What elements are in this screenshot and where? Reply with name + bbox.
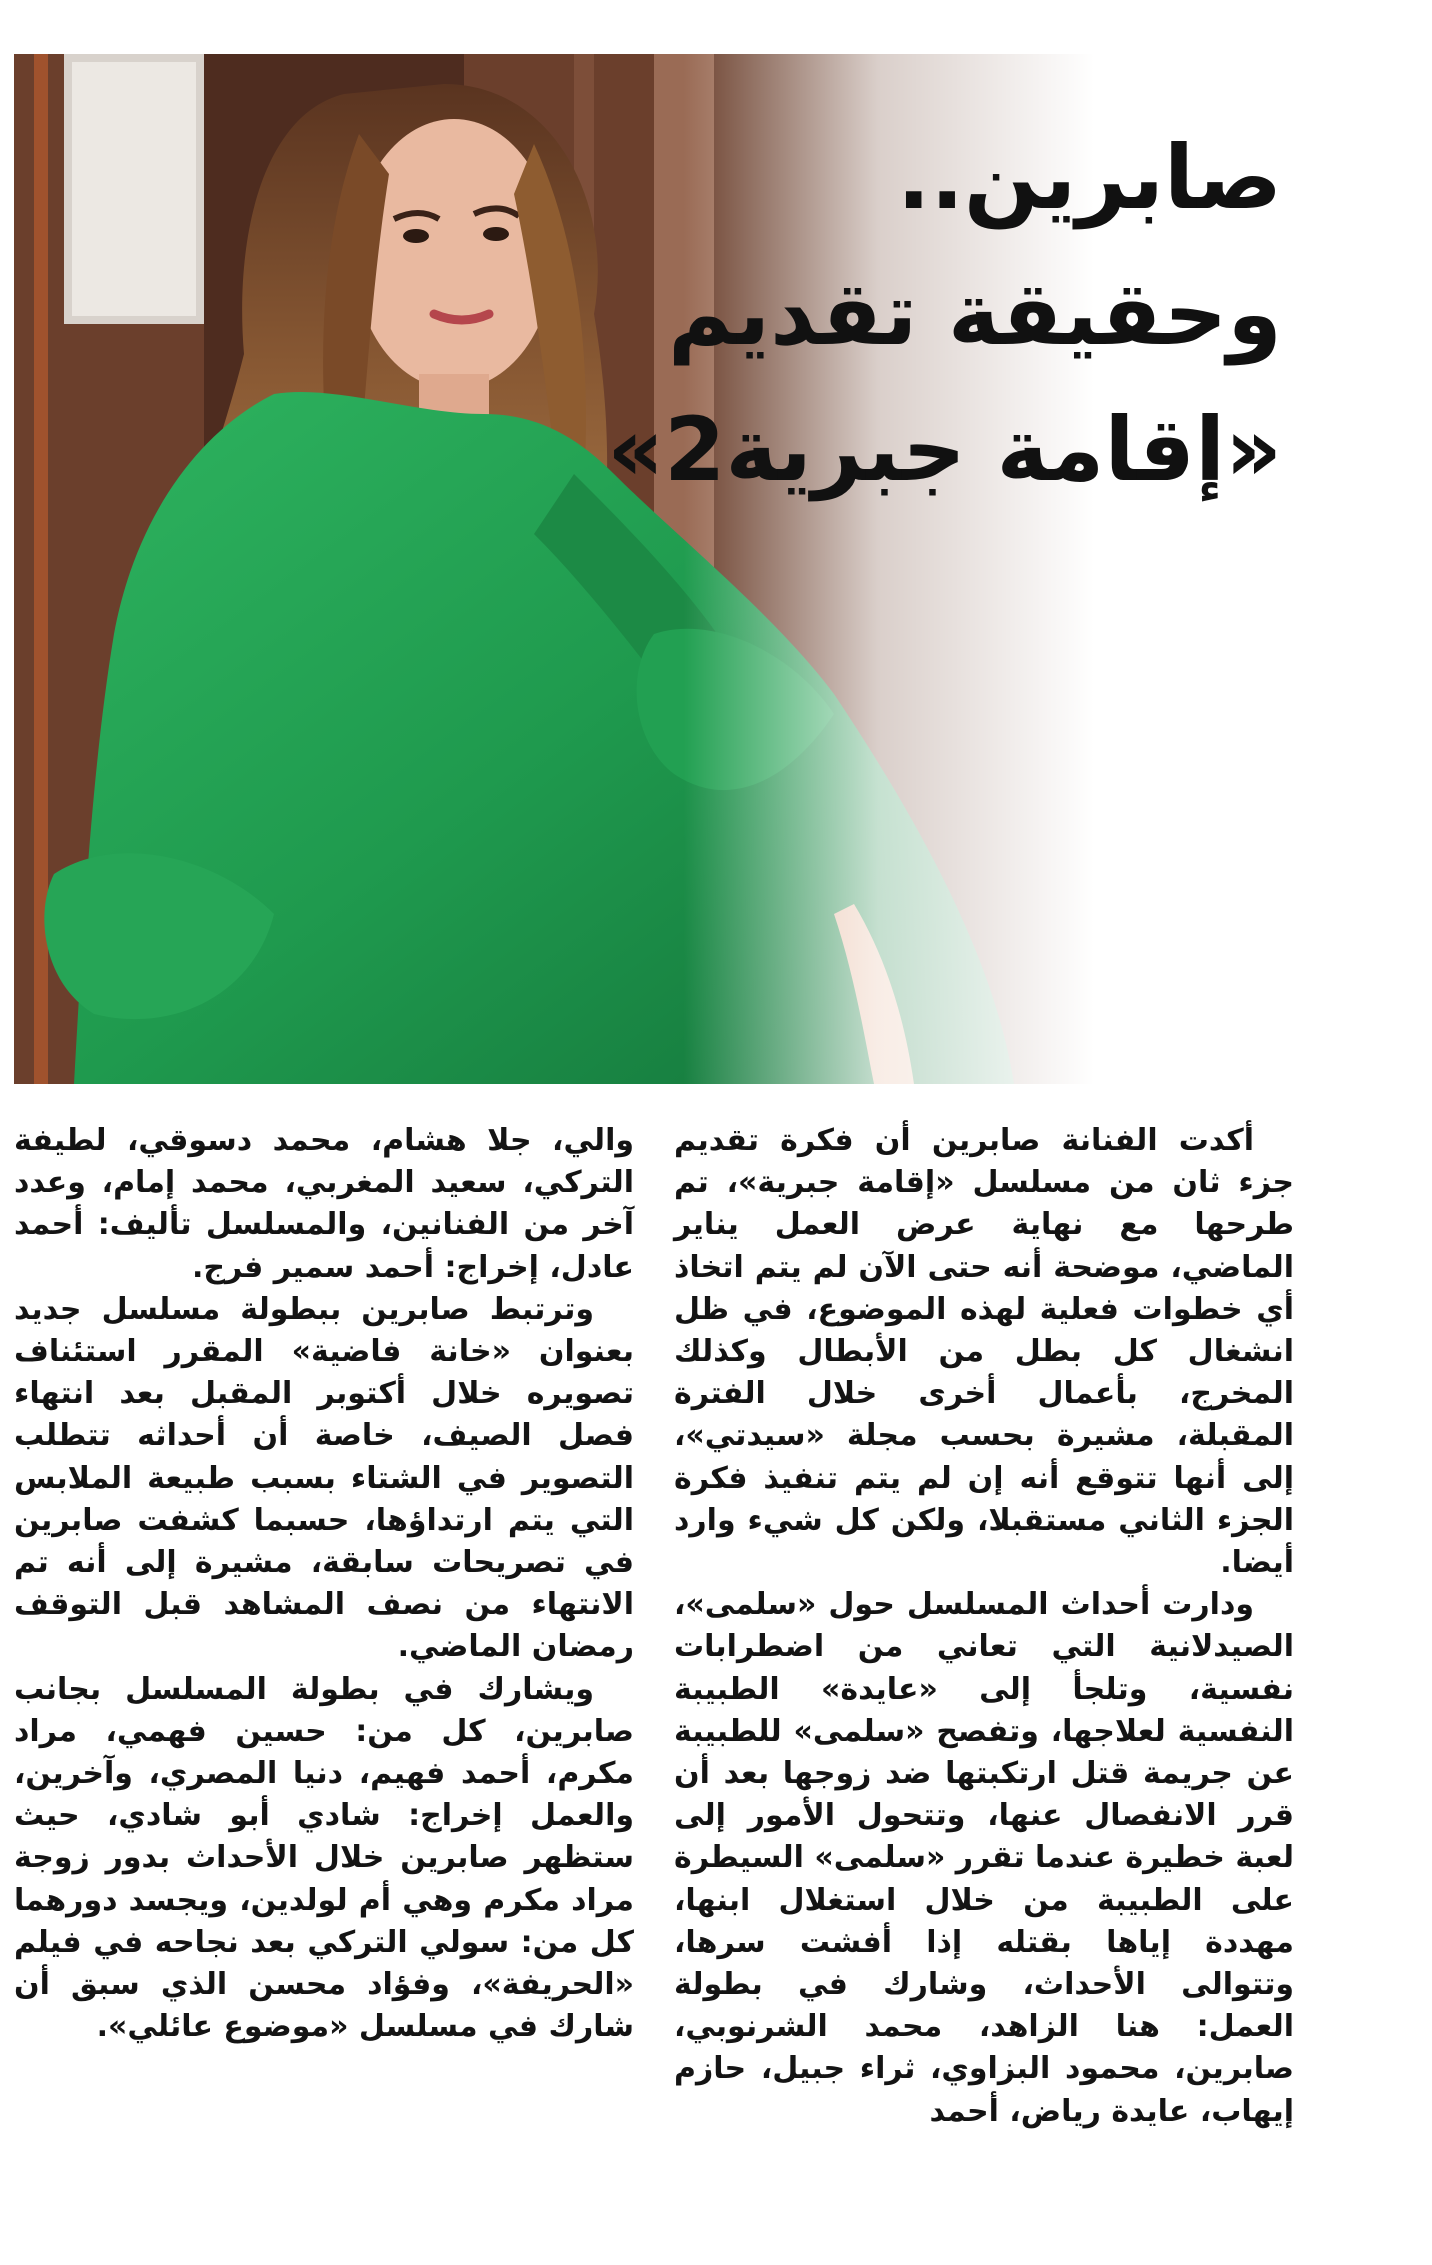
article-paragraph: والي، جلا هشام، محمد دسوقي، لطيفة التركي، سعيد المغربي، محمد إمام، وعدد آخر من الفنانين، والمسلسل تأليف: أحمد عادل، إخراج: أحمد سمير فرج. (14, 1123, 634, 1285)
article-column-left (14, 1120, 634, 2048)
headline-line-1: صابرين.. (897, 126, 1282, 229)
article-paragraph: ويشارك في بطولة المسلسل بجانب صابرين، كل من: حسين فهمي، مراد مكرم، أحمد فهيم، دنيا المصري، وآخرين، والعمل إخراج: شادي أبو شادي، حيث ستظهر صابرين خلال الأحداث بدور زوجة مراد مكرم وهي أم لولدين، ويجسد دورهما كل من: سولي التركي بعد نجاحه في فيلم «الحريفة»، وفؤاد محسن الذي سبق أن شارك في مسلسل «موضوع عائلي». (14, 1671, 634, 2045)
headline-line-2: وحقيقة تقديم (668, 262, 1282, 365)
headline (607, 110, 1282, 518)
article-paragraph: أكدت الفنانة صابرين أن فكرة تقديم جزء ثان من مسلسل «إقامة جبرية»، تم طرحها مع نهاية عرض العمل يناير الماضي، موضحة أنه حتى الآن لم يتم اتخاذ أي خطوات فعلية لهذه الموضوع، في ظل انشغال كل بطل من الأبطال وكذلك المخرج، بأعمال أخرى خلال الفترة المقبلة، مشيرة بحسب مجلة «سيدتي»، إلى أنها تتوقع أنه إن لم يتم تنفيذ فكرة الجزء الثاني مستقبلا، ولكن كل شيء وارد أيضا. (674, 1123, 1294, 1581)
article-paragraph: ودارت أحداث المسلسل حول «سلمى»، الصيدلانية التي تعاني من اضطرابات نفسية، وتلجأ إلى «عايدة» الطبيبة النفسية لعلاجها، وتفصح «سلمى» للطبيبة عن جريمة قتل ارتكبتها ضد زوجها بعد أن قرر الانفصال عنها، وتتحول الأمور إلى لعبة خطيرة عندما تقرر «سلمى» السيطرة على الطبيبة من خلال استغلال ابنها، مهددة إياها بقتله إذا أفشت سرها، وتتوالى الأحداث، وشارك في بطولة العمل: هنا الزاهد، محمد الشرنوبي، صابرين، محمود البزاوي، ثراء جبيل، حازم إيهاب، عايدة رياض، أحمد (674, 1587, 1294, 2129)
headline-line-3: «إقامة جبرية2» (607, 398, 1282, 501)
article-paragraph: وترتبط صابرين ببطولة مسلسل جديد بعنوان «خانة فاضية» المقرر استئناف تصويره خلال أكتوبر المقبل بعد انتهاء فصل الصيف، خاصة أن أحداثه تتطلب التصوير في الشتاء بسبب طبيعة الملابس التي يتم ارتداؤها، حسبما كشفت صابرين في تصريحات سابقة، مشيرة إلى أنه تم الانتهاء من نصف المشاهد قبل التوقف رمضان الماضي. (14, 1291, 634, 1665)
article-column-right (674, 1120, 1294, 2133)
